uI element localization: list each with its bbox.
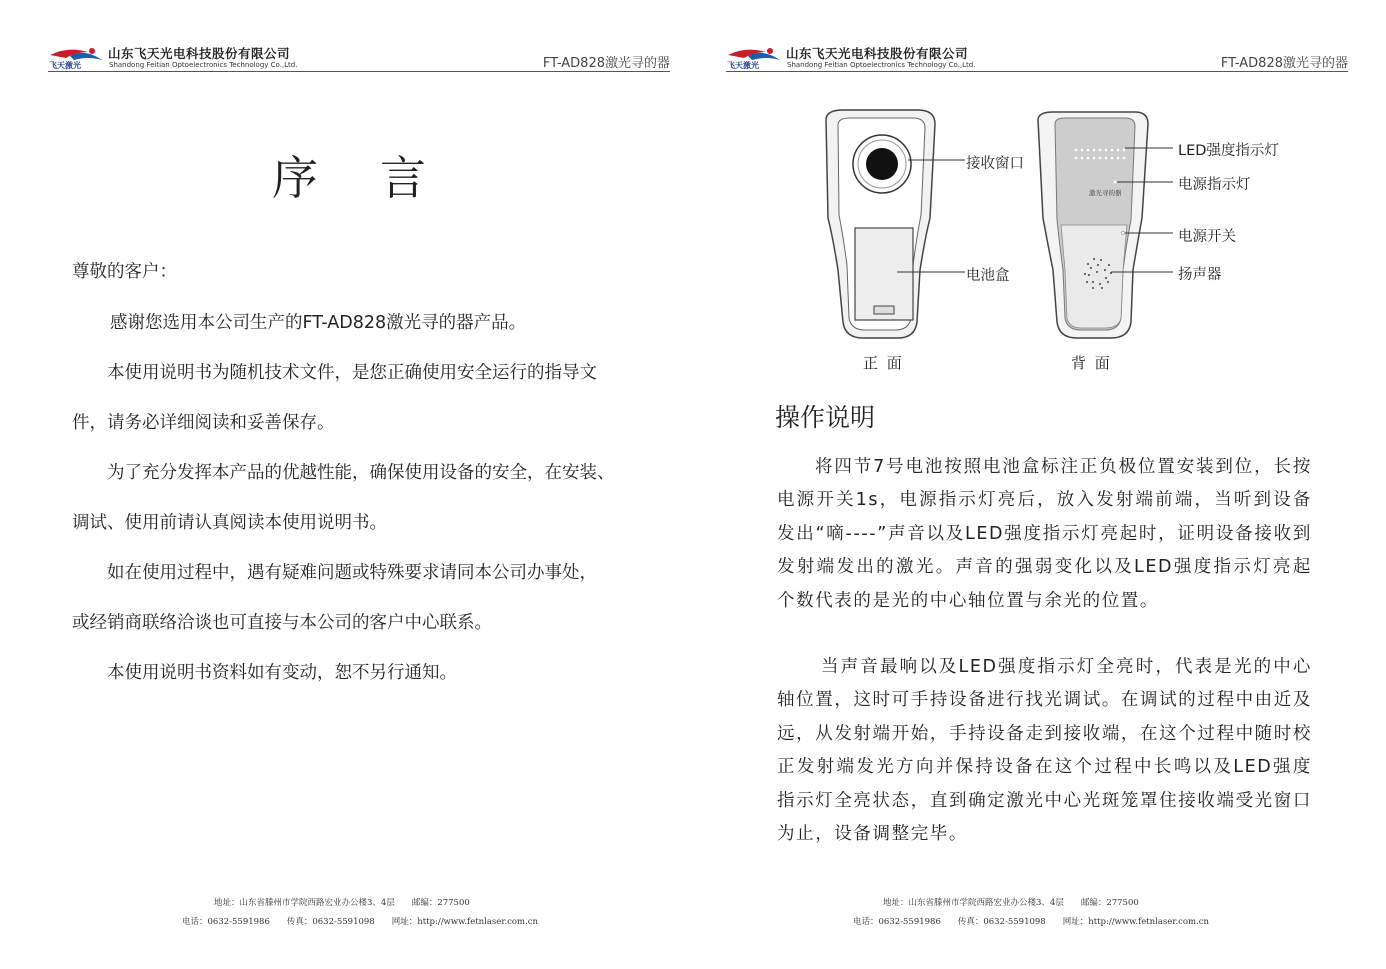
footer-contact: 电话：0632-5591986 传真：0632-5591098 网址：http://www.fetnlaser.com.cn	[853, 917, 1210, 927]
operation-paragraph: 当声音最响以及LED强度指示灯全亮时，代表是光的中心轴位置，这时可手持设备进行找光调试。在调试的过程中由近及远，从发射端开始，手持设备走到接收端，在这个过程中随时校正发射端发光方向并保持设备在这个过程中长鸣以及LED强度指示灯全亮状态，直到确定激光中心光斑笼罩住接收端受光窗口为止，设备调整完毕。	[777, 657, 1312, 845]
label-speaker: 扬声器	[1178, 267, 1222, 283]
footer-address: 地址：山东省滕州市学院西路宏业办公楼3、4层 邮编：277500	[883, 898, 1139, 908]
preface-title: 序言	[272, 151, 488, 205]
preface-paragraph: 本使用说明书为随机技术文件，是您正确使用安全运行的指导文	[107, 363, 597, 383]
operation-paragraph: 将四节7号电池按照电池盒标注正负极位置安装到位，长按电源开关1s，电源指示灯亮后，放入发射端前端，当听到设备发出“嘀----”声音以及LED强度指示灯亮起时，证明设备接收到发射端发出的激光。声音的强弱变化以及LED强度指示灯亮起个数代表的是光的中心轴位置与余光的位置。	[777, 457, 1312, 611]
company-logo	[48, 42, 106, 70]
right-page	[693, 0, 1386, 969]
page-header	[726, 40, 1348, 74]
section-title: 操作说明	[775, 403, 876, 432]
preface-paragraph: 为了充分发挥本产品的优越性能，确保使用设备的安全，在安装、	[107, 463, 615, 483]
device-front	[826, 110, 965, 338]
header-rule	[48, 71, 670, 72]
page-header	[48, 40, 670, 74]
footer-contact: 电话：0632-5591986 传真：0632-5591098 网址：http://www.fetnlaser.com.cn	[182, 917, 539, 927]
company-name-en: Shandong Feitian Optoelectronics Technology Co.,Ltd.	[787, 61, 976, 69]
document-title: FT-AD828激光寻的器	[542, 56, 670, 71]
device-back	[1038, 112, 1173, 338]
label-power-indicator: 电源指示灯	[1178, 177, 1251, 193]
label-battery-box: 电池盒	[966, 268, 1010, 284]
footer-address: 地址：山东省滕州市学院西路宏业办公楼3、4层 邮编：277500	[214, 898, 470, 908]
preface-paragraph: 调试、使用前请认真阅读本使用说明书。	[72, 513, 387, 533]
label-led-indicator: LED强度指示灯	[1178, 143, 1279, 159]
greeting: 尊敬的客户：	[72, 262, 177, 282]
preface-paragraph: 件，请务必详细阅读和妥善保存。	[72, 413, 335, 433]
document-title: FT-AD828激光寻的器	[1220, 56, 1348, 71]
preface-paragraph: 本使用说明书资料如有变动，恕不另行通知。	[107, 663, 457, 683]
company-name-en: Shandong Feitian Optoelectronics Technology Co.,Ltd.	[109, 61, 298, 69]
device-name-text: 激光寻的器	[1089, 189, 1122, 197]
preface-paragraph: 或经销商联络洽谈也可直接与本公司的客户中心联系。	[72, 613, 492, 633]
label-receive-window: 接收窗口	[966, 156, 1024, 172]
preface-paragraph: 感谢您选用本公司生产的FT-AD828激光寻的器产品。	[110, 313, 527, 333]
company-name-cn: 山东飞天光电科技股份有限公司	[108, 46, 291, 61]
device-diagram	[693, 100, 1386, 350]
company-logo	[726, 42, 784, 70]
header-rule	[726, 71, 1348, 72]
caption-front: 正 面	[863, 354, 904, 372]
preface-paragraph: 如在使用过程中，遇有疑难问题或特殊要求请同本公司办事处，	[107, 563, 597, 583]
svg-text:飞天激光: 飞天激光	[49, 61, 81, 70]
label-power-switch: 电源开关	[1178, 229, 1236, 245]
company-name-cn: 山东飞天光电科技股份有限公司	[786, 46, 969, 61]
svg-text:飞天激光: 飞天激光	[727, 61, 759, 70]
caption-back: 背 面	[1071, 354, 1112, 372]
